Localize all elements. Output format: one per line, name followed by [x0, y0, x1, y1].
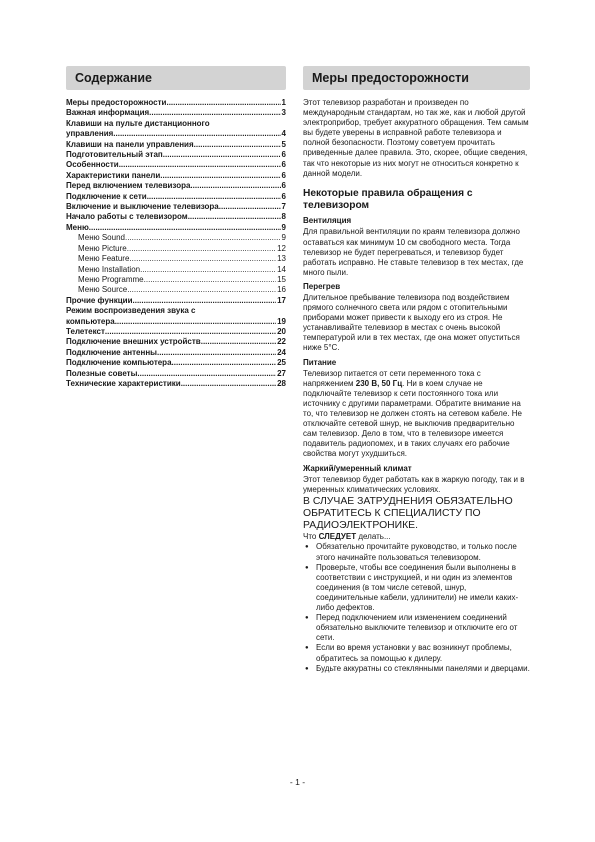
toc-leader-dots	[127, 285, 276, 295]
toc-entry-title: Подключение внешних устройств	[66, 337, 201, 347]
toc-leader-dots	[166, 98, 280, 108]
toc-leader-dots	[190, 181, 280, 191]
toc-entry-title: Подготовительный этап	[66, 150, 163, 160]
toc-entry-page: 6	[281, 170, 286, 180]
toc-entry-title: Подключение компьютера	[66, 358, 172, 368]
toc-leader-dots	[219, 202, 281, 212]
should-bullet-list	[303, 542, 530, 673]
bullet-item: ● Проверьте, чтобы все соединения были выполнены в соответствии с инструкцией, и ни один из элементов соединения (в том числе сетевой, шнур, соединительные кабели, удлинители) не имели каких-либо дефектов.	[303, 563, 530, 613]
toc-entry-page: 12	[277, 243, 286, 253]
toc-entry-title: Характеристики панели	[66, 170, 161, 180]
bullet-item: ● Будьте аккуратны со стеклянными панелями и дверцами.	[303, 664, 530, 674]
toc-column	[66, 66, 286, 389]
toc-leader-dots	[147, 192, 281, 202]
toc-entry-title: Телетекст	[66, 326, 105, 336]
toc-entry-page: 6	[281, 150, 286, 160]
toc-entry-title: Меры предосторожности	[66, 98, 167, 107]
toc-leader-dots	[113, 129, 280, 139]
toc-entry	[66, 369, 286, 379]
power-voltage: 230 В, 50 Гц	[355, 378, 403, 388]
should-prefix: Что	[303, 532, 319, 542]
toc-entry-page: 7	[281, 202, 286, 212]
toc-entry	[66, 212, 286, 222]
toc-entry	[66, 223, 286, 233]
toc-entry	[66, 244, 286, 254]
toc-leader-dots	[119, 160, 281, 170]
toc-entry-title: Меню Feature	[78, 254, 130, 264]
toc-list	[66, 98, 286, 389]
rules-heading: Некоторые правила обращения с телевизором	[303, 187, 473, 212]
precautions-column	[303, 66, 530, 674]
precautions-title: Меры предосторожности	[312, 71, 469, 85]
toc-entry-title: Подключение антенны	[66, 347, 157, 357]
toc-entry	[66, 358, 286, 368]
toc-entry-title: Меню Picture	[78, 243, 127, 253]
toc-title: Содержание	[75, 71, 153, 85]
toc-entry	[66, 192, 286, 202]
toc-entry-page: 17	[277, 295, 286, 305]
toc-leader-dots	[89, 223, 281, 233]
toc-entry	[66, 181, 286, 191]
toc-entry-title: компьютера	[66, 316, 115, 326]
page-number: - 1 -	[289, 777, 306, 787]
toc-entry	[66, 150, 286, 160]
toc-entry	[66, 129, 286, 139]
toc-entry-title: управления	[66, 129, 114, 139]
toc-entry-title: Режим воспроизведения звука с	[66, 306, 196, 316]
toc-entry-page: 9	[281, 222, 286, 232]
toc-leader-dots	[149, 108, 280, 118]
toc-entry-title: Особенности	[66, 160, 119, 170]
toc-entry-page: 4	[281, 129, 286, 139]
ventilation-heading: Вентиляция	[303, 216, 352, 226]
toc-entry-page: 15	[277, 274, 286, 284]
toc-entry-page: 13	[277, 254, 286, 264]
toc-entry-title: Прочие функции	[66, 295, 133, 305]
toc-leader-dots	[140, 265, 276, 275]
toc-entry-page: 5	[281, 139, 286, 149]
toc-entry	[66, 337, 286, 347]
toc-entry	[66, 233, 286, 243]
toc-leader-dots	[125, 233, 281, 243]
toc-leader-dots	[144, 275, 276, 285]
toc-leader-dots	[163, 150, 281, 160]
toc-leader-dots	[160, 171, 280, 181]
intro-paragraph: Этот телевизор разработан и произведен по международным стандартам, но так же, как и любой другой электроприбор, требует аккуратного обращения. Тем самым вы будете уверены в исправной работе телевизора и полной безопасности. Поэтому советуем прочитать приведенные далее правила. Это, скорее, общие сведения, так что некоторые из них могут не относиться конкретно к данной модели.	[303, 98, 529, 178]
toc-entry-title: Перед включением телевизора	[66, 181, 191, 191]
toc-leader-dots	[157, 348, 276, 358]
toc-entry-title: Важная информация	[66, 108, 150, 118]
toc-entry	[66, 254, 286, 264]
toc-entry	[66, 275, 286, 285]
toc-entry	[66, 296, 286, 306]
toc-entry-title: Полезные советы	[66, 368, 138, 378]
toc-entry	[66, 160, 286, 170]
toc-entry	[66, 327, 286, 337]
toc-entry	[66, 140, 286, 150]
toc-entry-page: 9	[281, 233, 286, 243]
precautions-heading	[303, 66, 530, 90]
toc-leader-dots	[172, 358, 277, 368]
toc-entry-page: 8	[281, 212, 286, 222]
toc-leader-dots	[127, 244, 276, 254]
toc-entry-page: 3	[281, 108, 286, 118]
toc-leader-dots	[115, 317, 276, 327]
toc-entry-title: Меню Programme	[78, 274, 144, 284]
toc-entry	[66, 265, 286, 275]
bullet-item: ● Перед подключением или изменением соединений обязательно выключите телевизор и отключите его от сети.	[303, 613, 530, 643]
toc-leader-dots	[105, 327, 276, 337]
toc-entry-page: 6	[281, 191, 286, 201]
toc-entry-page: 14	[277, 264, 286, 274]
toc-entry-page: 28	[277, 378, 286, 388]
should-keyword: СЛЕДУЕТ	[318, 532, 357, 542]
toc-entry	[66, 348, 286, 358]
toc-entry	[66, 306, 286, 316]
toc-heading	[66, 66, 286, 90]
overheat-heading: Перегрев	[303, 281, 341, 291]
toc-entry-page: 16	[277, 285, 286, 295]
toc-entry	[66, 108, 286, 118]
should-line	[303, 532, 530, 542]
toc-entry-page: 6	[281, 160, 286, 170]
toc-entry-page: 1	[281, 98, 286, 107]
toc-entry-title: Технические характеристики	[66, 378, 181, 388]
toc-entry-title: Клавиши на панели управления	[66, 139, 194, 149]
bullet-item: ● Обязательно прочитайте руководство, и только после этого начинайте пользоваться телевизором.	[303, 542, 530, 562]
toc-entry	[66, 119, 286, 129]
should-suffix: делать...	[356, 532, 391, 542]
caps-warning: В СЛУЧАЕ ЗАТРУДНЕНИЯ ОБЯЗАТЕЛЬНО ОБРАТИТЕСЬ К СПЕЦИАЛИСТУ ПО РАДИОЭЛЕКТРОНИКЕ.	[303, 495, 513, 532]
toc-entry	[66, 285, 286, 295]
toc-entry	[66, 202, 286, 212]
toc-entry-title: Меню Installation	[78, 264, 141, 274]
toc-entry-page: 24	[277, 347, 286, 357]
toc-leader-dots	[129, 254, 276, 264]
toc-leader-dots	[194, 140, 281, 150]
toc-entry-page: 27	[277, 368, 286, 378]
toc-entry-page: 22	[277, 337, 286, 347]
toc-entry-page: 25	[277, 358, 286, 368]
toc-entry-page: 19	[277, 316, 286, 326]
toc-entry-page: 20	[277, 326, 286, 336]
toc-entry	[66, 317, 286, 327]
toc-leader-dots	[201, 337, 276, 347]
power-paragraph	[303, 369, 530, 460]
climate-paragraph: Этот телевизор будет работать как в жаркую погоду, так и в умеренных климатических условиях.	[303, 474, 525, 494]
toc-leader-dots	[181, 379, 276, 389]
toc-entry-title: Подключение к сети	[66, 191, 147, 201]
toc-leader-dots	[188, 212, 281, 222]
toc-entry-title: Начало работы с телевизором	[66, 212, 188, 222]
toc-leader-dots	[133, 296, 277, 306]
power-heading: Питание	[303, 357, 337, 367]
toc-entry-title: Клавиши на пульте дистанционного	[66, 118, 210, 128]
toc-entry-title: Меню Source	[78, 285, 128, 295]
power-text-end: . Ни в коем случае не подключайте телевизор к сети постоянного тока или источнику с другими параметрами. Обратите внимание на то, что телевизор не должен стоять на сетевом кабеле. Не отключайте сетевой шнур, не выключив предварительно сам телевизор. Дело в том, что в телевизоре имеется подавитель радиопомех, и в таких случаях его рабочие свойства могут ухудшиться.	[303, 378, 522, 459]
ventilation-paragraph: Для правильной вентиляции по краям телевизора должно оставаться как минимум 10 см свободного места. Тогда телевизор не будет перегреваться, и телевизор будет работать исправно. Не ставьте телевизор в тех местах, где много пыли.	[303, 227, 524, 277]
toc-entry-page: 6	[281, 181, 286, 191]
toc-entry-title: Меню Sound	[78, 233, 125, 243]
power-text-start: Телевизор питается от сети переменного тока с напряжением	[303, 368, 481, 388]
bullet-item: ● Если во время установки у вас возникнут проблемы, обратитесь за помощью к дилеру.	[303, 643, 530, 663]
toc-leader-dots	[137, 369, 276, 379]
toc-entry-title: Включение и выключение телевизора	[66, 202, 219, 212]
climate-heading: Жаркий/умеренный климат	[303, 463, 412, 473]
overheat-paragraph: Длительное пребывание телевизора под воздействием прямого солнечного света или рядом с отопительными приборами может привести к выходу его из строя. Не устанавливайте телевизор в местах с очень высокой температурой или в тех местах, где она может опуститься ниже 5°C.	[303, 293, 520, 353]
toc-entry-title: Меню	[66, 222, 89, 232]
toc-entry	[66, 98, 286, 108]
toc-entry	[66, 379, 286, 389]
toc-entry	[66, 171, 286, 181]
